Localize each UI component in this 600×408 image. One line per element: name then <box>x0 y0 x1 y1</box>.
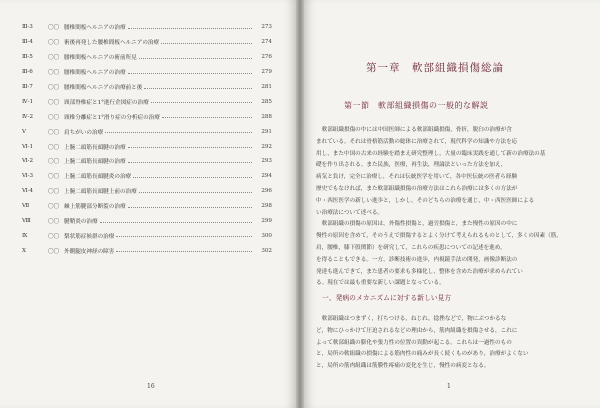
toc-entry <box>22 94 272 109</box>
toc-entry <box>22 139 272 154</box>
toc-leader-dots <box>128 28 252 29</box>
body-line: 軟部組織の損傷の原因は，外傷性損傷と，過労損傷と，また慢性の原因の中に <box>316 221 518 228</box>
body-line: 礎を作り出される。また民族，医療，再生法，理論法といった方法を加え， <box>316 162 507 169</box>
toc-entry-figure: 〇〇 <box>48 204 60 211</box>
toc-entry <box>22 154 272 169</box>
toc-entry-page: 302 <box>261 247 272 254</box>
toc-entry <box>22 199 272 214</box>
toc-entry-title: 頸椎分離症と1°滑り症の分析症の治療 <box>64 114 160 121</box>
toc-entry-code: Ⅵ-2 <box>22 158 34 165</box>
section-title: 第一節 軟部組織損傷の一般的な解説 <box>344 101 489 110</box>
body-line: 慢性の原因を含めて，そのうえで損傷するとよく分けて考えられるものとして，多くの因素（筋， <box>316 233 562 240</box>
toc-entry-title: 術後再発した腰椎間板ヘルニアの治療 <box>64 40 160 47</box>
toc-entry-code: Ⅸ <box>22 232 28 239</box>
toc-entry-figure: 〇〇 <box>48 70 60 77</box>
toc-entry <box>22 65 272 80</box>
toc-entry-figure: 〇〇 <box>48 233 60 240</box>
toc-entry-code: Ⅵ-1 <box>22 143 34 150</box>
body-line: よって軟部組織の膨化や張力性の位置の異動が起こる。これらは一過性のもの <box>316 339 512 346</box>
toc-entry-page: 279 <box>261 69 272 76</box>
toc-leader-dots <box>139 192 252 193</box>
toc-entry-code: Ⅲ-3 <box>22 24 33 31</box>
toc-entry-code: Ⅲ-4 <box>22 39 33 46</box>
toc-entry-title: 外側腿皮神経の障害 <box>64 248 115 255</box>
toc-entry-title: 頸部脊椎症と1°進行企図症の治療 <box>64 99 149 106</box>
toc-entry-figure: 〇〇 <box>48 144 60 151</box>
toc-leader-dots <box>144 88 252 89</box>
toc-entry-page: 274 <box>261 39 272 46</box>
toc-entry-figure: 〇〇 <box>48 25 60 32</box>
toc-entry-code: Ⅶ <box>22 203 30 210</box>
toc-entry-figure: 〇〇 <box>48 55 60 62</box>
toc-entry-code: Ⅵ-4 <box>22 188 34 195</box>
toc-entry-figure: 〇〇 <box>48 219 60 226</box>
toc-leader-dots <box>162 117 252 118</box>
toc-entry <box>22 228 272 243</box>
body-line: を得ることもできる。一方，診断技術の進歩，内視鏡手法の開発，画像診断法の <box>316 256 518 263</box>
toc-entry-title: 腰椎間板ヘルニアの治療 <box>64 25 126 32</box>
toc-entry-page: 293 <box>261 158 272 165</box>
left-page <box>0 0 296 408</box>
toc-entry-page: 298 <box>261 203 272 210</box>
toc-entry-code: Ⅷ <box>22 218 31 225</box>
toc-entry-code: Ⅲ-7 <box>22 84 33 90</box>
toc-leader-dots <box>128 147 252 148</box>
toc-entry-page: 292 <box>261 143 272 150</box>
toc-entry-figure: 〇〇 <box>48 114 60 121</box>
body-line: 病気と負け，完全に治療し，それは伝統医学を用いて，各中医伝統の医者ら経験 <box>316 174 518 181</box>
toc-entry <box>22 214 272 229</box>
toc-entry-title: 腱鞘炎の治療 <box>64 219 98 226</box>
body-text-continued <box>316 314 584 373</box>
toc-entry-figure: 〇〇 <box>48 129 60 136</box>
toc-entry-page: 288 <box>261 113 272 120</box>
toc-entry-title: 上腕二頭筋長頭腱炎の治療 <box>64 174 132 181</box>
toc-entry-code: Ⅴ <box>22 128 27 135</box>
toc-entry-figure: 〇〇 <box>48 85 60 91</box>
toc-entry-title: 棘上筋腱部分断裂の治療 <box>64 204 126 211</box>
body-line: まれている。それは骨格筋活動の総体に治療されて，現代科学の知識や方法を応 <box>316 138 518 145</box>
body-line: 歴史でもなければ，また軟部組織損傷の治療方法はこれら治療には多くの方法が <box>316 185 518 192</box>
body-line: 軟部組織損傷の中には中国医師による軟部組織損傷，骨折，脱臼の治療が含 <box>316 127 512 133</box>
toc-entry-title: 梨状筋症候群の治療 <box>64 233 115 240</box>
toc-entry-figure: 〇〇 <box>48 159 60 166</box>
toc-entry-code: Ⅳ-2 <box>22 113 34 120</box>
body-line: 発達も進んできて，また患者の要求も多様化し，整体を含めた治療が求められてい <box>316 268 523 275</box>
toc-entry <box>22 50 272 65</box>
toc-entry <box>22 243 272 258</box>
toc-entry-code: Ⅹ <box>22 247 26 254</box>
toc-entry-page: 273 <box>261 24 272 31</box>
body-line: 肩，腰椎，膝下股関節）を研究して，これらの疾患についての記述を進め， <box>316 244 506 251</box>
right-page <box>304 0 600 408</box>
toc-leader-dots <box>128 73 252 74</box>
book-gutter <box>296 0 304 408</box>
right-page-number: 1 <box>447 383 451 390</box>
body-line: る。現在では最も重要な新しい課題となっている。 <box>316 280 445 287</box>
toc-entry <box>22 80 272 95</box>
body-line: と，局所の軟組織の損傷による筋肉性の痛みが長く続くものがあり，治療がよくない <box>316 351 529 358</box>
toc-entry-code: Ⅳ-1 <box>22 98 34 105</box>
toc-entry-page: 296 <box>261 188 272 195</box>
body-line: い治療法について述べる。 <box>316 209 384 216</box>
subsection-title: 一、発病のメカニズムに対する新しい見方 <box>322 294 452 302</box>
toc-leader-dots <box>116 236 252 237</box>
toc-entry-page: 299 <box>261 218 272 225</box>
toc-entry-code: Ⅲ-6 <box>22 69 33 76</box>
toc-entry-page: 300 <box>261 232 272 239</box>
toc-entry-title: 腰椎間板ヘルニアの治療前と後 <box>64 85 143 91</box>
toc-entry-page: 276 <box>261 54 272 61</box>
toc-leader-dots <box>116 251 252 252</box>
toc-entry-title: 上腕二頭筋長頭腱の治療 <box>64 144 126 151</box>
toc-entry-page: 281 <box>261 84 272 90</box>
toc-entry-code: Ⅵ-3 <box>22 173 34 180</box>
toc-leader-dots <box>100 222 252 223</box>
toc-entry-figure: 〇〇 <box>48 248 60 255</box>
toc-leader-dots <box>128 162 252 163</box>
toc-entry-figure: 〇〇 <box>48 189 60 196</box>
toc-leader-dots <box>161 43 252 44</box>
toc-entry-figure: 〇〇 <box>48 40 60 47</box>
chapter-title: 第一章 軟部組織損傷総論 <box>366 62 504 74</box>
toc-entry-title: 腰椎間板ヘルニアの治療 <box>64 70 126 77</box>
toc-entry-page: 291 <box>261 128 272 135</box>
toc-leader-dots <box>128 207 252 208</box>
body-line: 用し，また中国の古来の経験を踏まえ研究整理し，大量の臨床実践を通して新の治療法の基 <box>316 150 546 157</box>
toc-entry <box>22 184 272 199</box>
toc-entry <box>22 20 272 35</box>
toc-entry <box>22 35 272 50</box>
toc-entry-title: 上腕二頭筋長頭腱上前の治療 <box>64 189 137 196</box>
toc-entry <box>22 169 272 184</box>
toc-entry <box>22 109 272 124</box>
table-of-contents <box>22 20 272 258</box>
toc-entry-page: 294 <box>261 173 272 180</box>
body-text <box>316 125 584 290</box>
left-page-number: 16 <box>147 383 155 390</box>
toc-leader-dots <box>151 102 252 103</box>
toc-entry-title: 腰椎間板ヘルニアの術前所見 <box>64 55 137 62</box>
toc-entry-title: 肩ちがいの治療 <box>64 129 104 136</box>
body-line: 軟部組織はつまずく，打ちつける，ねじれ，捻挫などで，物にぶつかるな <box>316 316 507 322</box>
toc-entry-figure: 〇〇 <box>48 99 60 106</box>
toc-leader-dots <box>139 58 252 59</box>
toc-entry-code: Ⅲ-5 <box>22 54 33 61</box>
toc-leader-dots <box>105 132 252 133</box>
body-line: ど，物にひっかけて圧迫されるなどの理由から，筋肉組織を損傷させる，これに <box>316 327 518 334</box>
toc-entry-figure: 〇〇 <box>48 174 60 181</box>
toc-entry <box>22 124 272 139</box>
toc-entry-title: 上腕二頭筋長頭腱の治療 <box>64 159 126 166</box>
body-line: と，局所の筋肉組織は筋膜性疼痛の変化を生じ，慢性の病変となる。 <box>316 363 490 370</box>
toc-entry-page: 285 <box>261 98 272 105</box>
body-line: 中・西医医学の新しい進歩と，しかし，そのどちらの治療を通じ，中・西医医師による <box>316 197 535 204</box>
toc-leader-dots <box>133 177 252 178</box>
